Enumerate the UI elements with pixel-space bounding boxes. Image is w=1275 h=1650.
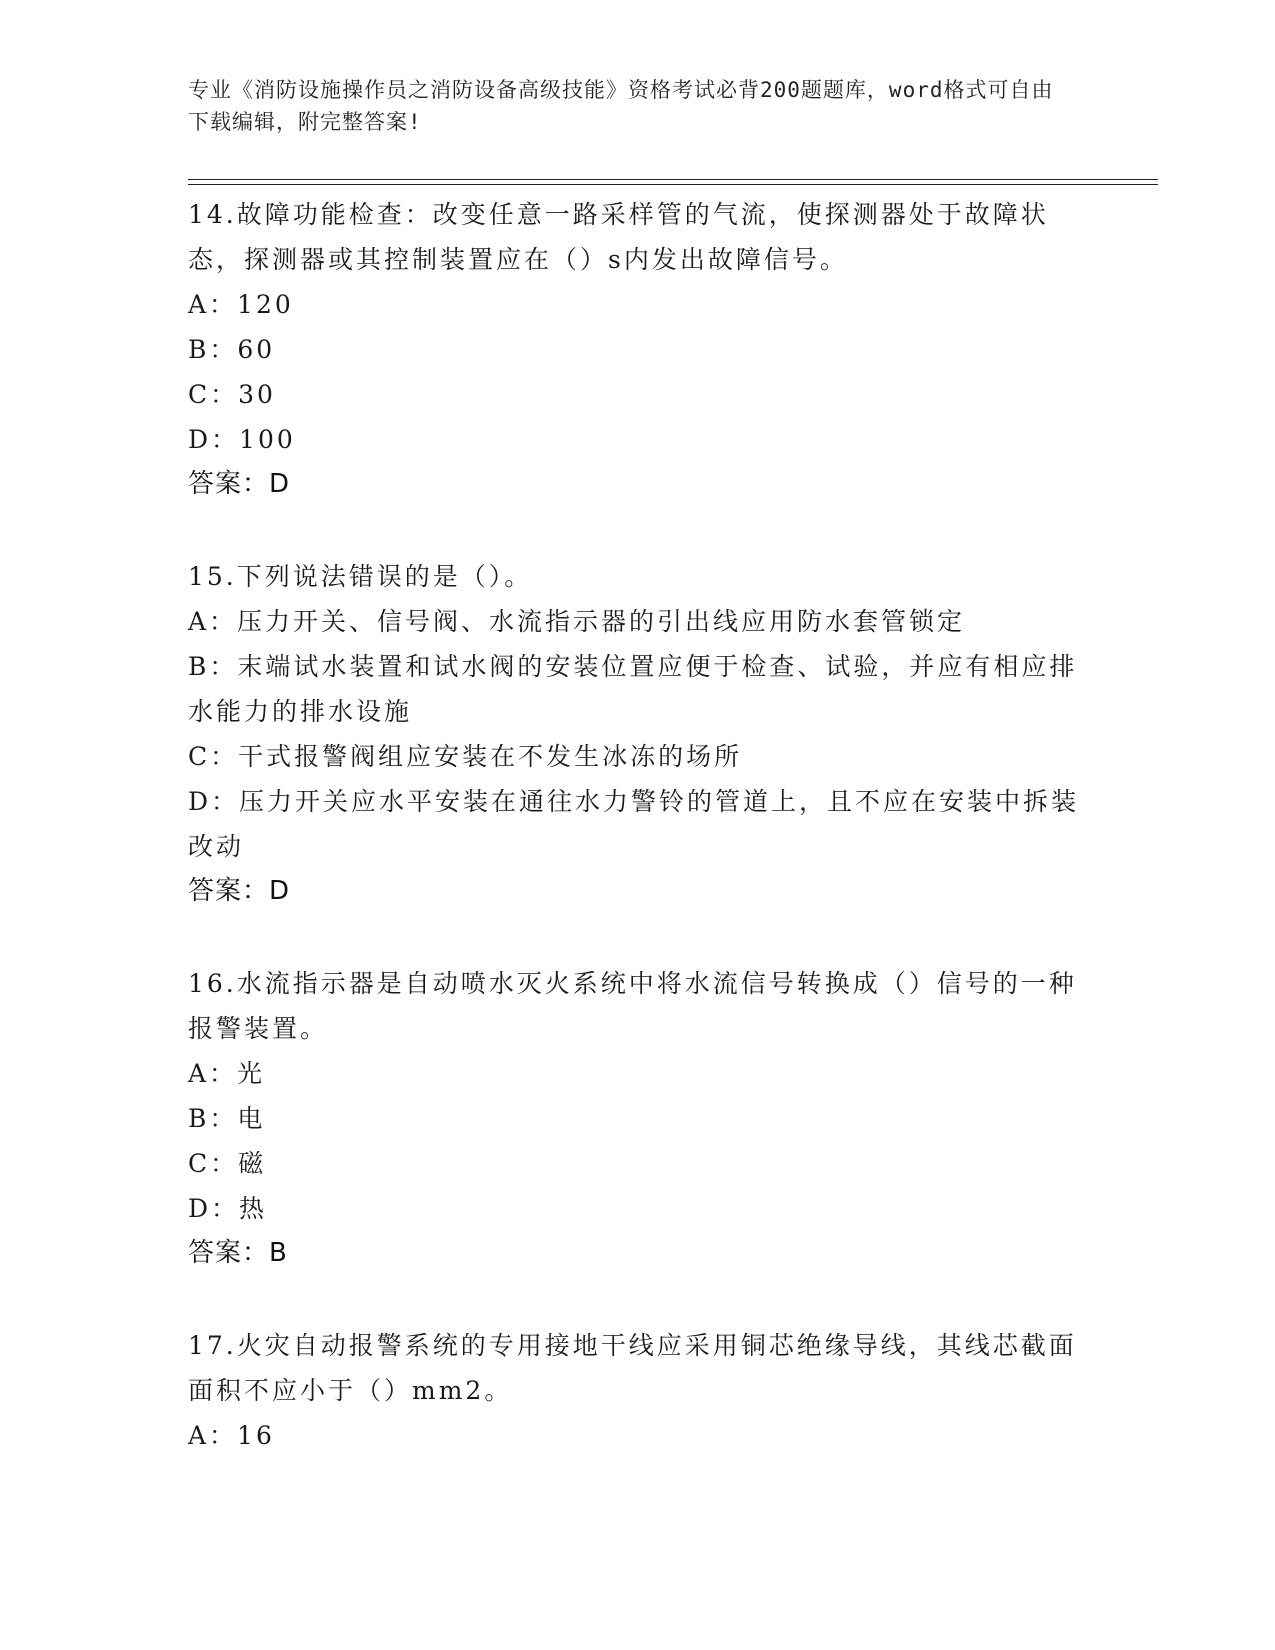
answer-line: 答案：D (188, 469, 291, 499)
question-list (188, 192, 1088, 1458)
option-b: B：电 (188, 1104, 266, 1133)
option-d: D：100 (188, 425, 296, 454)
option-b: B：末端试水装置和试水阀的安装位置应便于检查、试验，并应有相应排水能力的排水设施 (188, 652, 1078, 726)
option-a: A：压力开关、信号阀、水流指示器的引出线应用防水套管锁定 (188, 607, 966, 636)
question-stem: 14.故障功能检查：改变任意一路采样管的气流，使探测器处于故障状态，探测器或其控制装置应在（）s内发出故障信号。 (188, 200, 1049, 274)
option-c: C：30 (188, 380, 276, 409)
option-c: C：磁 (188, 1149, 267, 1178)
answer-line: 答案：D (188, 876, 291, 906)
question-block (188, 554, 1088, 913)
option-d: D：热 (188, 1194, 268, 1223)
question-block (188, 192, 1088, 506)
option-c: C：干式报警阀组应安装在不发生冰冻的场所 (188, 742, 743, 771)
option-a: A：16 (188, 1421, 275, 1450)
option-a: A：光 (188, 1059, 266, 1088)
question-block (188, 961, 1088, 1275)
answer-line: 答案：B (188, 1238, 288, 1268)
option-b: B：60 (188, 335, 276, 364)
question-block (188, 1323, 1088, 1458)
header-divider-line (188, 179, 1158, 180)
document-header: 专业《消防设施操作员之消防设备高级技能》资格考试必背200题题库，word格式可自由下载编辑，附完整答案! (188, 78, 1054, 134)
header-divider-line-secondary (188, 184, 1158, 185)
question-stem: 16.水流指示器是自动喷水灭火系统中将水流信号转换成（）信号的一种报警装置。 (188, 969, 1077, 1043)
option-d: D：压力开关应水平安装在通往水力警铃的管道上，且不应在安装中拆装改动 (188, 787, 1080, 861)
question-stem: 15.下列说法错误的是（）。 (188, 562, 533, 591)
question-stem: 17.火灾自动报警系统的专用接地干线应采用铜芯绝缘导线，其线芯截面面积不应小于（）mm2。 (188, 1331, 1077, 1405)
option-a: A：120 (188, 290, 294, 319)
